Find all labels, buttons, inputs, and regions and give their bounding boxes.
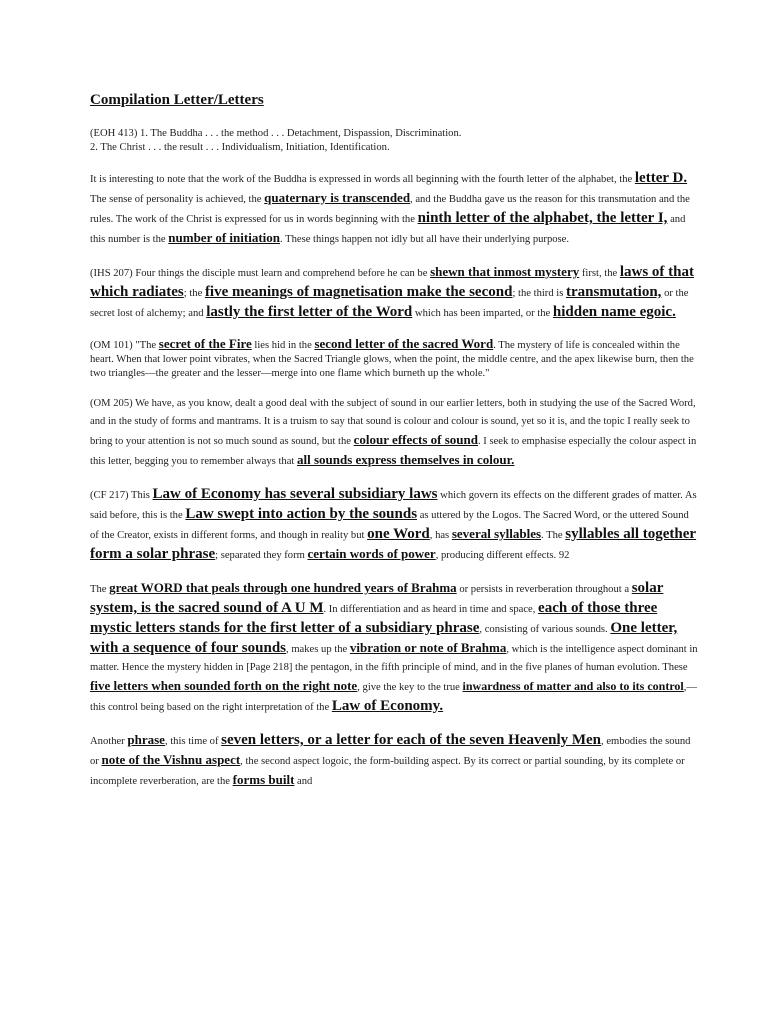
text-run: as uttered by the Logos. The Sacred Word, or the uttered Sound of the Creator, exists in different forms, and though in reality but <box>90 510 689 541</box>
emphasized-phrase: each of those three mystic letters stands for the first letter of a subsidiary phrase <box>90 600 658 636</box>
text-run: (OM 205) We have, as you know, dealt a good deal with the subject of sound in our earlier letters, both in studying the use of the Sacred Word, and in the study of forms and mantrams. It is a truism to say that sound is colour and colour is sound, yet so it is, and the topic I really seek to bring to your attention is not so much sound as sound, but the <box>90 398 696 447</box>
text-run: , has <box>429 530 452 541</box>
text-run: which has been imparted, or the <box>412 308 553 319</box>
emphasized-phrase: several syllables <box>451 526 542 541</box>
text-run: , the second aspect logoic, the form-building aspect. By its correct or partial sounding, by its complete or incomplete reverberation, are the <box>90 756 685 787</box>
paragraph-2 <box>90 169 698 249</box>
text-run: (IHS 207) Four things the disciple must learn and comprehend before he can be <box>90 268 431 279</box>
paragraph-7 <box>90 579 698 717</box>
text-run: and <box>294 776 313 787</box>
text-run: Another <box>90 736 128 747</box>
emphasized-phrase: One letter, with a sequence of four sounds <box>90 620 678 656</box>
emphasized-phrase: five meanings of magnetisation make the second <box>204 284 513 300</box>
text-run: lies hid in the <box>251 340 315 351</box>
emphasized-phrase: transmutation, <box>566 284 662 300</box>
text-run: . These things happen not idly but all have their underlying purpose. <box>280 234 570 245</box>
text-run: ; the third is <box>512 288 566 299</box>
emphasized-phrase: Law of Economy. <box>331 698 444 714</box>
paragraph-5 <box>90 395 698 471</box>
text-run: The <box>90 584 110 595</box>
emphasized-phrase: five letters when sounded forth on the right note <box>90 678 358 693</box>
text-run: (OM 101) "The <box>90 340 159 351</box>
text-run: , embodies the sound or <box>90 736 691 767</box>
emphasized-phrase: shewn that inmost mystery <box>430 264 580 279</box>
text-run: The sense of personality is achieved, the <box>90 194 265 205</box>
text-run: or persists in reverberation throughout a <box>456 584 632 595</box>
text-run: (EOH 413) 1. The Buddha . . . the method . . . Detachment, Dispassion, Discrimination. <box>90 128 462 139</box>
text-run: . In differentiation and as heard in time and space, <box>323 604 539 615</box>
emphasized-phrase: vibration or note of Brahma <box>349 640 507 655</box>
paragraph-1 <box>90 127 698 155</box>
text-run: . The <box>541 530 566 541</box>
emphasized-phrase: Law swept into action by the sounds <box>185 506 418 522</box>
emphasized-phrase: letter D. <box>634 170 688 186</box>
paragraph-6 <box>90 485 698 565</box>
emphasized-phrase: laws of that which radiates <box>90 264 695 300</box>
text-run: , give the key to the true <box>357 682 463 693</box>
emphasized-phrase: syllables all together form a solar phrase <box>90 526 697 562</box>
text-run: or the secret lost of alchemy; and <box>90 288 689 319</box>
emphasized-phrase: hidden name egoic. <box>552 304 676 320</box>
emphasized-phrase: great WORD that peals through one hundred years of Brahma <box>109 580 457 595</box>
emphasized-phrase: one Word <box>367 526 430 542</box>
text-run: ; the <box>183 288 205 299</box>
emphasized-phrase: certain words of power <box>307 546 436 561</box>
text-run: ,—this control being based on the right interpretation of the <box>90 682 698 713</box>
text-run: ; separated they form <box>215 550 308 561</box>
emphasized-phrase: solar system, is the sacred sound of A U M <box>90 580 664 616</box>
text-run: first, the <box>579 268 620 279</box>
paragraph-8 <box>90 731 698 791</box>
text-run: which govern its effects on the different grades of matter. As said before, this is the <box>90 490 697 521</box>
text-run: It is interesting to note that the work of the Buddha is expressed in words all beginning with the fourth letter of the alphabet, the <box>90 174 635 185</box>
emphasized-phrase: Law of Economy has several subsidiary laws <box>152 486 438 502</box>
text-run: , producing different effects. 92 <box>435 550 570 561</box>
paragraph-4 <box>90 337 698 381</box>
paragraph-3 <box>90 263 698 323</box>
emphasized-phrase: lastly the first letter of the Word <box>206 304 413 320</box>
text-run: . I seek to emphasise especially the colour aspect in this letter, begging you to remember always that <box>90 436 697 467</box>
emphasized-phrase: forms built <box>232 772 295 787</box>
emphasized-phrase: secret of the Fire <box>158 336 252 351</box>
emphasized-phrase: inwardness of matter and also to its control <box>462 679 684 693</box>
emphasized-phrase: number of initiation <box>168 230 280 245</box>
text-run: and this number is the <box>90 214 686 245</box>
emphasized-phrase: quaternary is transcended <box>264 190 411 205</box>
emphasized-phrase: note of the Vishnu aspect <box>101 752 241 767</box>
emphasized-phrase: seven letters, or a letter for each of the seven Heavenly Men <box>221 732 602 748</box>
text-run: (CF 217) This <box>90 490 153 501</box>
text-run: , this time of <box>164 736 222 747</box>
text-run: , makes up the <box>286 644 350 655</box>
text-run: , and the Buddha gave us the reason for this transmutation and the rules. The work of the Christ is expressed for us in words beginning with the <box>90 194 690 225</box>
emphasized-phrase: colour effects of sound <box>353 432 478 447</box>
emphasized-phrase: all sounds express themselves in colour. <box>296 452 515 467</box>
text-run: 2. The Christ . . . the result . . . Individualism, Initiation, Identification. <box>90 142 390 153</box>
document-title: Compilation Letter/Letters <box>90 92 264 108</box>
text-run: , consisting of various sounds. <box>479 624 611 635</box>
emphasized-phrase: ninth letter of the alphabet, the letter I, <box>417 210 668 226</box>
text-run: . The mystery of life is concealed within the heart. When that lower point vibrates, when the Sacred Triangle glows, when the point, the middle centre, and the apex likewise burn, then the two triangles—the greater and the lesser—merge into one flame which burneth up the whole." <box>90 340 694 379</box>
text-run: , which is the intelligence aspect dominant in matter. Hence the mystery hidden in [Page 218] the pentagon, in the fifth principle of mind, and in the five planes of human evolution. These <box>90 644 698 673</box>
emphasized-phrase: second letter of the sacred Word <box>314 336 494 351</box>
emphasized-phrase: phrase <box>127 732 165 747</box>
document-body <box>90 127 698 791</box>
